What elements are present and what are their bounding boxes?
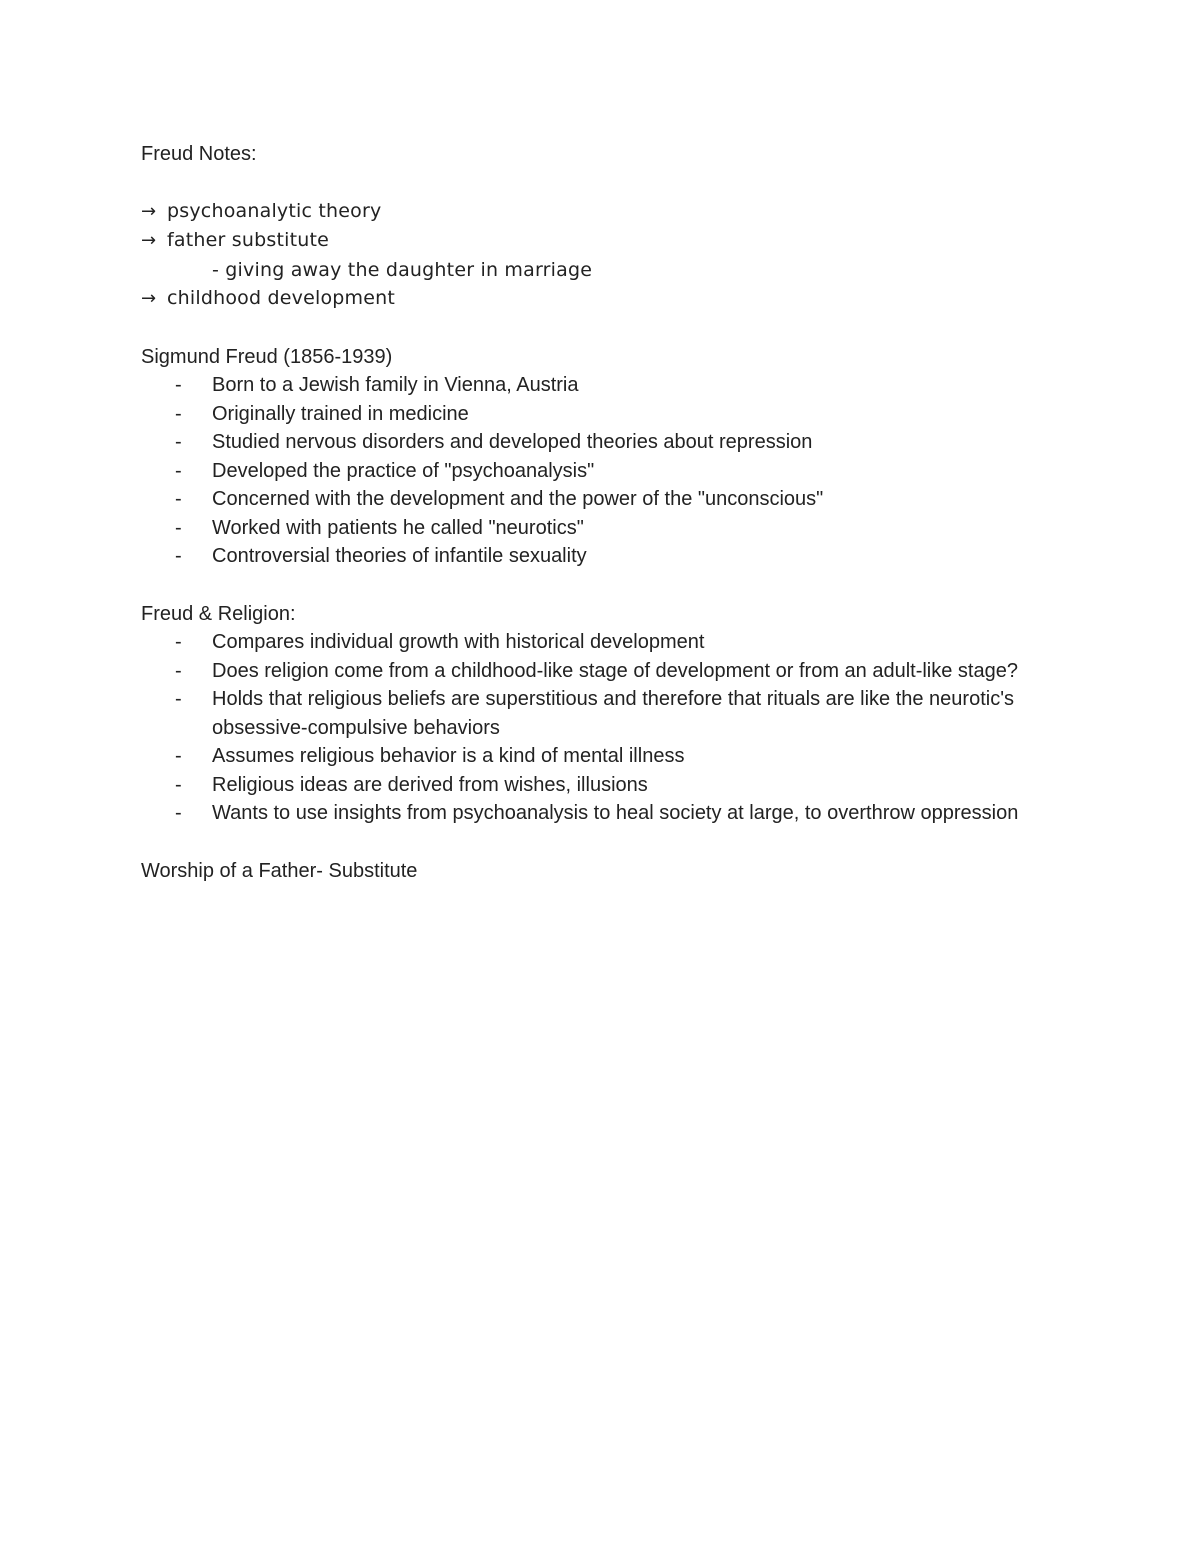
list-item (141, 685, 1041, 742)
section-heading-religion: Freud & Religion: (141, 602, 296, 625)
arrow-list (141, 197, 1041, 314)
dash-icon: - (175, 374, 182, 396)
list-item-text: Assumes religious behavior is a kind of mental illness (212, 745, 685, 767)
arrow-list-item (141, 197, 1041, 227)
list-item-text: Worked with patients he called "neurotics" (212, 516, 584, 539)
list-item (141, 799, 1041, 828)
dash-icon: - (175, 745, 182, 767)
document-title: Freud Notes: (141, 143, 257, 165)
section-heading-worship: Worship of a Father- Substitute (141, 859, 418, 882)
list-item (141, 514, 1041, 543)
list-item (141, 457, 1041, 486)
dash-icon: - (175, 431, 182, 453)
list-item-text: Wants to use insights from psychoanalysis to heal society at large, to overthrow oppression (212, 802, 1019, 824)
spacer (141, 314, 1041, 343)
dash-icon: - (175, 631, 182, 653)
list-item (141, 400, 1041, 429)
list-item (141, 428, 1041, 457)
arrow-sub-item: - giving away the daughter in marriage (212, 258, 593, 281)
dash-icon: - (175, 488, 182, 510)
dash-icon: - (175, 402, 182, 425)
list-item-text: Born to a Jewish family in Vienna, Austria (212, 374, 579, 396)
arrow-item-text: father substitute (167, 229, 330, 251)
list-item (141, 628, 1041, 657)
bullet-list-freud (141, 371, 1041, 571)
section-heading-freud: Sigmund Freud (1856-1939) (141, 345, 393, 368)
list-item-text: Does religion come from a childhood-like stage of development or from an adult-like stage? (212, 659, 1018, 682)
document-page (141, 140, 1041, 885)
dash-icon: - (175, 459, 182, 482)
arrow-item-text: psychoanalytic theory (167, 199, 382, 222)
list-item (141, 485, 1041, 514)
list-item-text: Controversial theories of infantile sexuality (212, 545, 587, 567)
spacer (141, 169, 1041, 197)
list-item (141, 742, 1041, 771)
spacer (141, 828, 1041, 857)
bullet-list-religion (141, 628, 1041, 828)
arrow-icon: → (141, 288, 157, 309)
dash-icon: - (175, 545, 182, 567)
dash-icon: - (175, 773, 182, 796)
arrow-list-item (141, 284, 1041, 314)
list-item-text: Originally trained in medicine (212, 402, 469, 425)
list-item (141, 542, 1041, 571)
list-item (141, 371, 1041, 400)
list-item-text: Developed the practice of "psychoanalysis" (212, 459, 595, 482)
dash-icon: - (175, 688, 182, 710)
arrow-item-text: childhood development (167, 287, 396, 309)
list-item-text: Concerned with the development and the power of the "unconscious" (212, 488, 824, 510)
list-item-text: Studied nervous disorders and developed theories about repression (212, 431, 813, 453)
dash-icon: - (175, 516, 182, 539)
arrow-icon: → (141, 200, 157, 222)
dash-icon: - (175, 659, 182, 682)
arrow-list-item (141, 226, 1041, 256)
list-item (141, 771, 1041, 800)
list-item (141, 657, 1041, 686)
spacer (141, 571, 1041, 600)
list-item-text: Religious ideas are derived from wishes, illusions (212, 773, 648, 796)
list-item-text: Holds that religious beliefs are superstitious and therefore that rituals are like the neurotic's obsessive-compulsive behaviors (212, 688, 1015, 739)
list-item-text: Compares individual growth with historical development (212, 631, 705, 653)
arrow-icon: → (141, 230, 157, 251)
dash-icon: - (175, 802, 182, 824)
